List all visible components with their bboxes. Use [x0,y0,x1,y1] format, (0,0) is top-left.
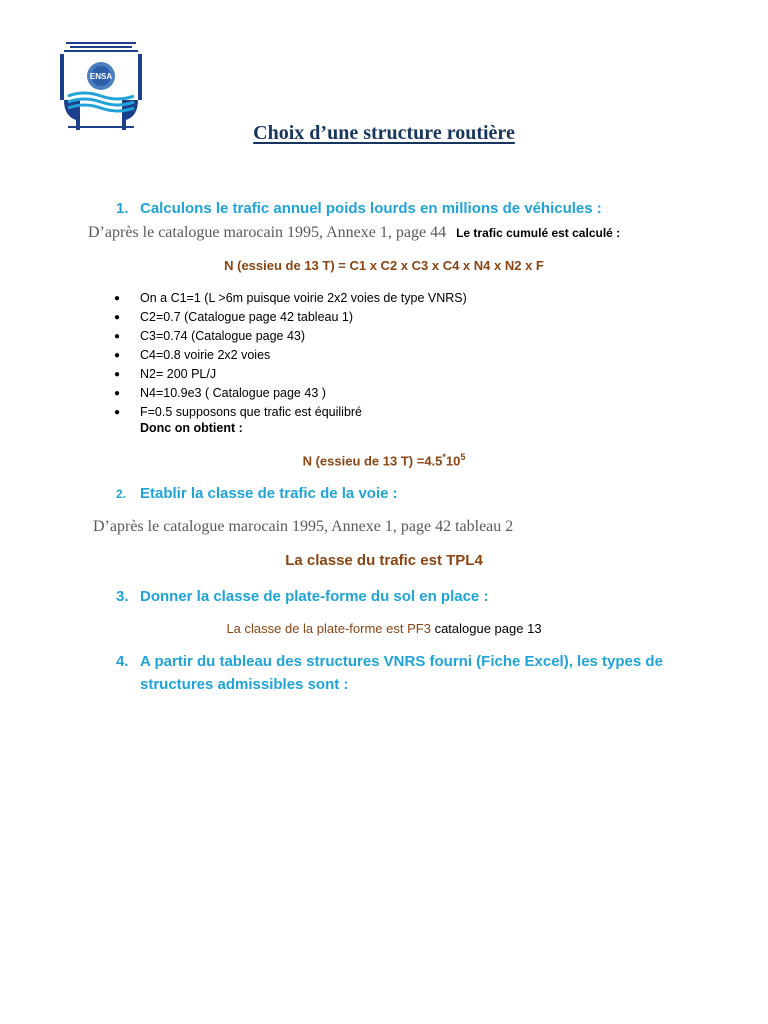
list-item: ● C2=0.7 (Catalogue page 42 tableau 1) [114,308,467,327]
section3-heading-text: Donner la classe de plate-forme du sol en place : [140,588,489,605]
bullet-icon: ● [114,350,121,361]
section1-heading-text: Calculons le trafic annuel poids lourds en millions de véhicules : [140,200,602,217]
section2-heading [116,485,398,502]
section1-result-base: 10 [445,453,461,469]
section1-result [0,452,768,468]
bullet-icon: ● [114,388,121,399]
bullet-icon: ● [114,369,121,380]
bullet-icon: ● [114,293,121,304]
section3-result-text: La classe de la plate-forme est PF3 [226,621,431,636]
logo-emblem-text: ENSA [89,72,113,81]
bullet-icon: ● [114,407,121,418]
section3-number: 3. [116,588,129,605]
section4-heading-line2: structures admissibles sont : [140,676,349,693]
list-item: ● On a C1=1 (L >6m puisque voirie 2x2 voies de type VNRS) [114,289,467,308]
list-item: ● C4=0.8 voirie 2x2 voies [114,346,467,365]
section1-number: 1. [116,200,129,217]
section1-result-prefix: N (essieu de 13 T) =4.5 [302,453,443,469]
section4-heading [116,653,663,670]
section3-heading [116,588,488,605]
section2-number: 2. [116,487,127,501]
list-item: ● C3=0.74 (Catalogue page 43) [114,327,467,346]
section1-heading [116,200,602,217]
section1-source-text: D’après le catalogue marocain 1995, Annexe 1, page 44 [88,224,447,241]
section2-result: La classe du trafic est TPL4 [285,552,483,569]
section1-formula: N (essieu de 13 T) = C1 x C2 x C3 x C4 x N4 x N2 x F [224,258,544,273]
section3-result [0,621,768,636]
section2-source-line: D’après le catalogue marocain 1995, Annexe 1, page 42 tableau 2 [93,518,514,535]
section3-result-ref: catalogue page 13 [434,621,542,636]
section4-number: 4. [116,653,129,670]
section1-source-line [88,224,620,242]
parameter-list [114,289,467,422]
bullet-icon: ● [114,331,121,342]
list-item: ● N2= 200 PL/J [114,365,467,384]
section1-result-sup2: 5 [460,452,466,462]
page-title: Choix d’une structure routière [253,122,515,144]
section4-heading-line1: A partir du tableau des structures VNRS fourni (Fiche Excel), les types de [140,653,663,670]
school-logo [54,40,148,134]
list-item: ● F=0.5 supposons que trafic est équilibré [114,403,467,422]
section1-result-sup1: * [442,452,446,462]
list-item: ● N4=10.9e3 ( Catalogue page 43 ) [114,384,467,403]
section2-heading-text: Etablir la classe de trafic de la voie : [140,485,398,502]
section1-conclusion: Donc on obtient : [140,421,243,435]
section1-source-note: Le trafic cumulé est calculé : [456,226,621,240]
bullet-icon: ● [114,312,121,323]
